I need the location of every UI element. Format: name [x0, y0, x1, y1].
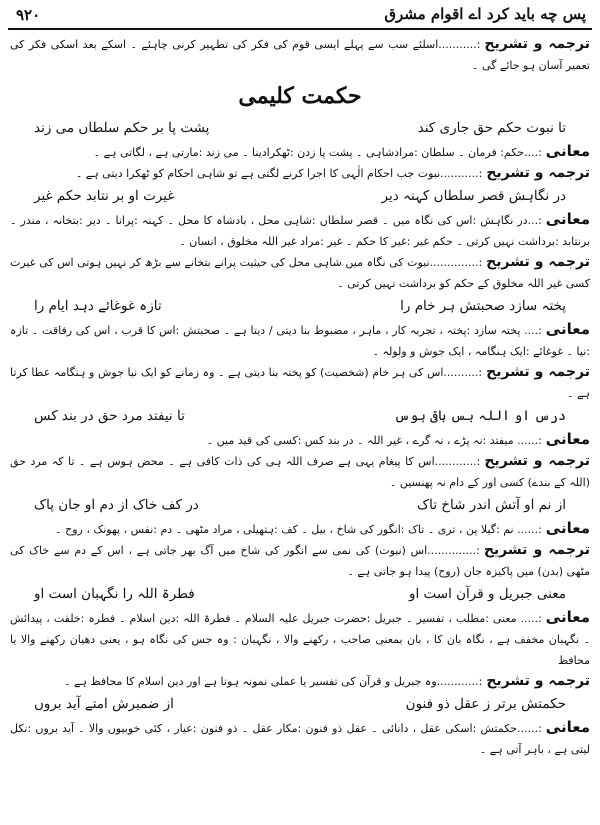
translation-paragraph — [10, 362, 590, 404]
intro-text: :...........اسلئے سب سے پہلے ایسی قوم کی فکر کی تطہیر کرنی چاہئے ۔ اسکے بعد اسکی فکر کی تعمیر آسان ہو جائے گی ۔ — [10, 38, 590, 72]
verse-hemistich: پشت پا بر حکم سلطاں می زند — [34, 120, 210, 136]
verse-hemistich: درس او اللہ بس باقی ہوس — [394, 408, 566, 424]
persian-verse — [10, 118, 590, 139]
translation-term: ترجمہ و تشریح — [484, 453, 590, 469]
meaning-term: معانی — [545, 519, 590, 537]
persian-verse — [10, 296, 590, 317]
verse-block — [10, 406, 590, 493]
persian-verse — [10, 495, 590, 516]
page-body — [10, 34, 590, 821]
intro-paragraph — [10, 34, 590, 76]
running-title: پس چه باید کرد اے اقوام مشرق — [384, 5, 586, 23]
verse-hemistich: غیرت او بر نتابد حکم غیر — [34, 188, 175, 204]
page-header — [8, 4, 592, 30]
meaning-term: معانی — [545, 430, 590, 448]
verse-hemistich: تا نیفتد مرد حق در بند کس — [34, 408, 185, 424]
verse-hemistich: در کف خاک از دم او جان پاک — [34, 497, 199, 513]
translation-term: ترجمہ و تشریح — [484, 36, 590, 52]
meaning-term: معانی — [545, 210, 590, 228]
meaning-term: معانی — [545, 608, 590, 626]
translation-paragraph — [10, 163, 590, 184]
persian-verse — [10, 186, 590, 207]
translation-text: :..........اس کی ہر خام (شخصیت) کو پختہ بنا دیتی ہے ۔ وہ زمانے کو ایک نیا جوش و ہنگامہ عطا کرتا ہے ۔ — [10, 366, 590, 400]
translation-term: ترجمہ و تشریح — [483, 542, 590, 558]
persian-verse — [10, 406, 590, 427]
verse-hemistich: پختہ سازد صحبتش ہر خام را — [400, 298, 566, 314]
translation-paragraph — [10, 252, 590, 294]
meaning-paragraph — [10, 607, 590, 671]
meaning-paragraph — [10, 429, 590, 451]
section-title: حکمت کلیمی — [238, 83, 362, 109]
meaning-text: :..... معنی :مطلب ، تفسیر ۔ جبریل :حضرت جبریل علیہ السلام ۔ فطرۃ اللہ :دین اسلام ۔ فطرہ :خلقت ، پیدائش ۔ نگہبان مخفف ہے ، نگاہ بان کا ، بان بمعنی صاحب ، رکھنے والا ، نگہبان : وہ جس کی نگاہ ہو ، یعنی دھیان رکھنے والا یا محافظ — [10, 612, 590, 667]
meaning-text: :...... نم :گیلا پن ، تری ۔ تاک :انگور کی شاخ ، بیل ۔ کف :ہتھیلی ، مراد مٹھی ۔ دم :نفس ، پھونک ، روح ۔ — [55, 523, 542, 536]
meaning-text: :......حکمتش :اسکی عقل ، دانائی ۔ عقل ذو فنون :مکار عقل ۔ ذو فنون :عیار ، کئی خوبیوں والا ۔ آید بروں :نکل لیتی ہے ، باہر آتی ہے ۔ — [10, 722, 590, 756]
persian-verse — [10, 584, 590, 605]
meaning-paragraph — [10, 319, 590, 362]
translation-text: :............اس کا پیغام یہی ہے صرف اللہ ہی کی ذات کافی ہے ۔ محض ہوس ہے ۔ تا کہ مرد حق (اللہ کے بندے) کسی اور کے دام نہ پھنسیں ۔ — [10, 455, 590, 489]
verse-block — [10, 495, 590, 582]
translation-paragraph — [10, 671, 590, 692]
meaning-text: :...در نگاہش :اس کی نگاہ میں ۔ قصر سلطاں :شاہی محل ، بادشاہ کا محل ۔ کہنہ :پرانا ۔ دیر :بتخانہ ، مندر ۔ برنتابد :برداشت نہیں کرتی ۔ حکم غیر :غیر کا حکم ۔ غیر :مراد غیر اللہ مخلوق ، انسان ۔ — [10, 214, 590, 248]
verse-block — [10, 584, 590, 692]
translation-text: :..............اس (نبوت) کی نمی سے انگور کی شاخ میں آگ بھر جاتی ہے ، اس کے دم سے خاک کی مٹھی (بدن) میں پاکیزہ جان (روح) پیدا ہو جاتی ہے ۔ — [10, 544, 590, 578]
verse-hemistich: در نگاہش قصر سلطاں کہنہ دیر — [381, 188, 566, 204]
translation-text: :...........نبوت جب احکام الٰہی کا اجرا کرنے لگتی ہے تو شاہی احکام کو ٹھکرا دیتی ہے ۔ — [75, 167, 483, 180]
meaning-paragraph — [10, 518, 590, 540]
meaning-paragraph — [10, 717, 590, 760]
meaning-paragraph — [10, 141, 590, 163]
verse-block — [10, 186, 590, 294]
meaning-text: :...... میفتد :نہ پڑے ، نہ گرے ، غیر اللہ ۔ در بند کس :کسی کی قید میں ۔ — [206, 434, 542, 447]
translation-paragraph — [10, 451, 590, 493]
verse-hemistich: تا نبوت حکم حق جاری کند — [417, 120, 566, 136]
verse-block — [10, 296, 590, 404]
verse-blocks — [10, 118, 590, 760]
persian-verse — [10, 694, 590, 715]
translation-paragraph — [10, 540, 590, 582]
verse-hemistich: حکمتش برتر ز عقل ذو فنون — [405, 696, 566, 712]
meaning-paragraph — [10, 209, 590, 252]
meaning-term: معانی — [545, 320, 590, 338]
verse-hemistich: تازہ غوغائے دہد ایام را — [34, 298, 162, 314]
meaning-term: معانی — [545, 718, 590, 736]
meaning-term: معانی — [545, 142, 590, 160]
verse-block — [10, 694, 590, 760]
translation-text: :..............نبوت کی نگاہ میں شاہی محل کی حیثیت پرانے بتخانے سے بڑھ کر نہیں ہوتی اس کی غیرت کسی غیر اللہ مخلوق کے حکم کو برداشت نہیں کرتی ۔ — [10, 256, 590, 290]
page-number: ۹۲۰ — [16, 6, 41, 24]
verse-hemistich: از ضمیرش امتے آید بروں — [34, 696, 174, 712]
translation-term: ترجمہ و تشریح — [486, 165, 590, 181]
translation-text: :............وہ جبریل و قرآن کی تفسیر یا عملی نمونہ ہوتا ہے اور دین اسلام کا محافظ ہے ۔ — [64, 675, 483, 688]
verse-hemistich: از نم او آتش اندر شاخ تاک — [417, 497, 566, 513]
meaning-text: :....حکم: فرمان ۔ سلطان :مرادشاہی ۔ پشت پا زدن :ٹھکرادینا ۔ می زند :مارتی ہے ، لگاتی ہے ۔ — [93, 146, 542, 159]
verse-hemistich: فطرۃ اللہ را نگہبان است او — [34, 586, 195, 602]
verse-block — [10, 118, 590, 184]
verse-hemistich: معنی جبریل و قرآن است او — [408, 586, 566, 602]
translation-term: ترجمہ و تشریح — [486, 364, 590, 380]
meaning-text: :.... پختہ سازد :پختہ ، تجربہ کار ، ماہر ، مضبوط بنا دیتی / دیتا ہے ۔ صحبتش :اس کا قرب ، اس کی رفاقت ۔ تازہ :نیا ۔ غوغائے :ایک ہنگامہ ، ایک جوش و ولولہ ۔ — [10, 324, 590, 358]
translation-term: ترجمہ و تشریح — [486, 673, 590, 689]
translation-term: ترجمہ و تشریح — [486, 254, 591, 270]
